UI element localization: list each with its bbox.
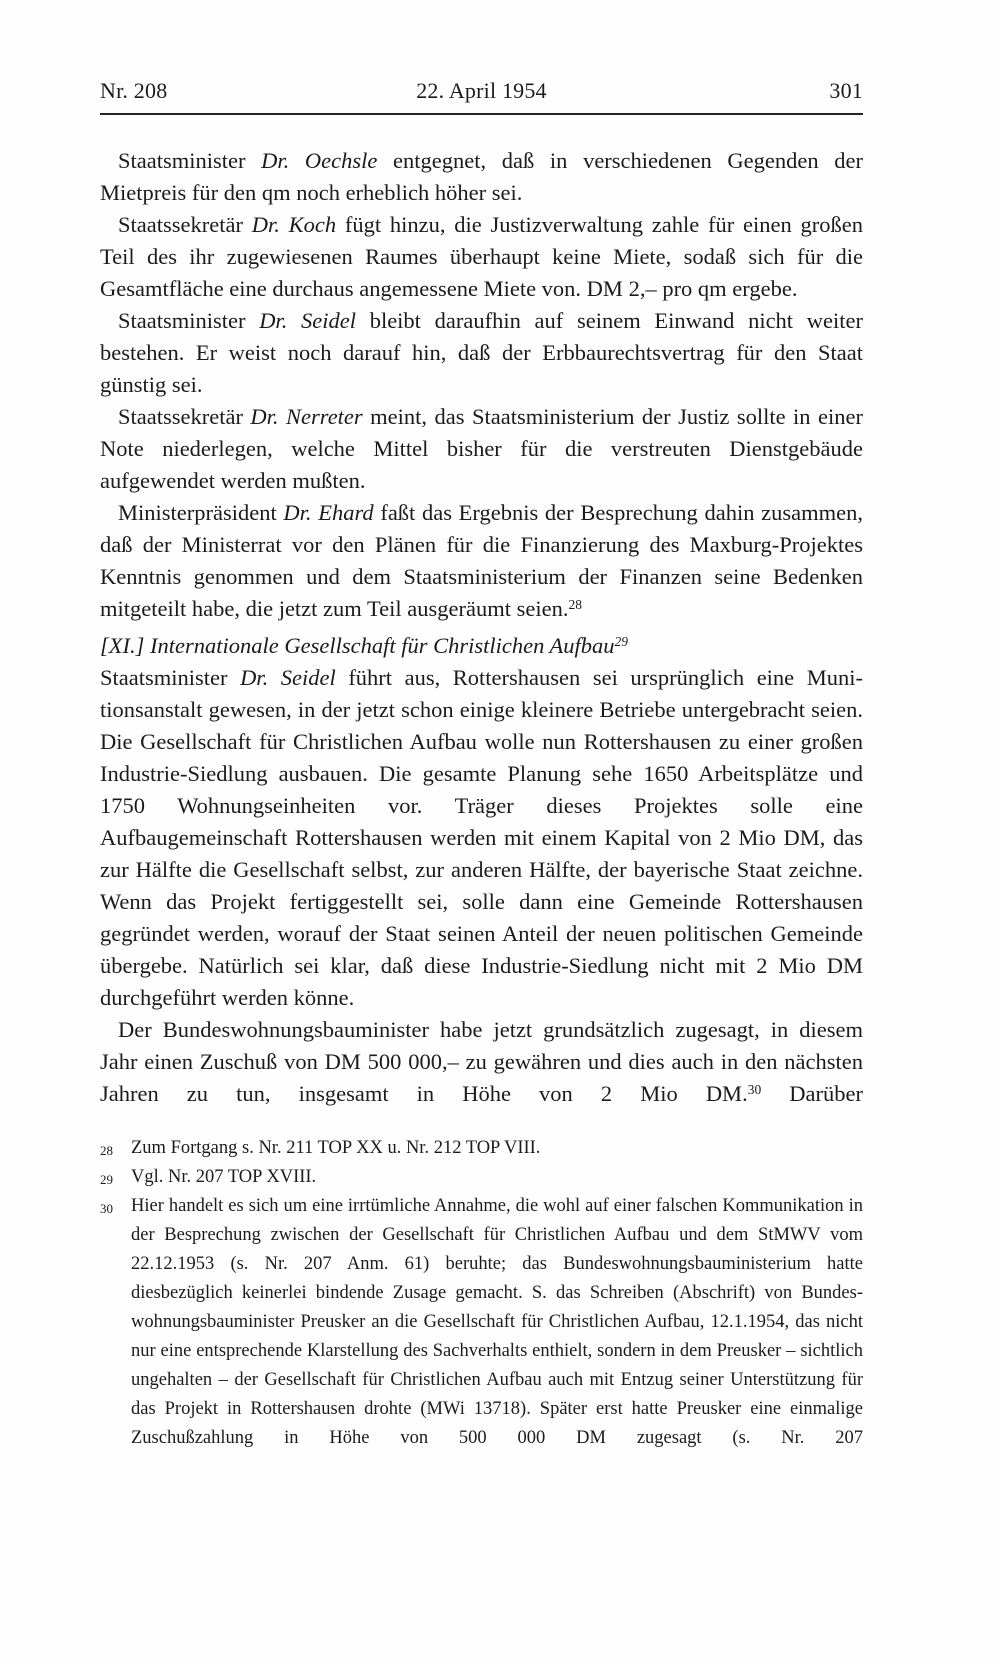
footnote-text: Hier handelt es sich um eine irrtümliche Annahme, die wohl auf einer falschen Kommunikation in der Besprechung zwischen der Gesellschaft für Christlichen Aufbau und dem StMWV vom 22.12.1953 (s. Nr. 207 Anm. 61) beruhte; das Bundeswohnungsbauministerium hatte diesbezüglich keinerlei bindende Zusage gemacht. S. das Schreiben (Abschrift) von Bundeswohnungsbauminister Preusker an die Gesellschaft für Christlichen Aufbau, 12.1.1954, das nicht nur eine entsprechende Klarstellung des Sachverhalts enthielt, sondern in dem Preusker – sichtlich ungehalten – der Gesellschaft für Christlichen Aufbau auch mit Entzug seiner Unterstützung für das Projekt in Rottershausen drohte (MWi 13718). Später erst hatte Preusker eine einmalige Zuschußzahlung in Höhe von 500 000 DM zugesagt (s. Nr. 207	[131, 1196, 863, 1448]
text-run: Der Bundeswohnungsbauminister habe jetzt grundsätzlich zugesagt, in diesem Jahr einen Zuschuß von DM 500 000,– zu gewähren und dies auch in den nächsten Jahren zu tun, insgesamt in Höhe von 2 Mio DM.	[100, 1017, 863, 1106]
text-run: Dr. Seidel	[259, 308, 356, 333]
text-run: fügt hinzu, die Justizverwaltung zahle für einen großen Teil des ihr zugewiesenen Raumes überhaupt keine Miete, sodaß sich für die Gesamtfläche eine durchaus angemessene Miete von. DM 2,– pro qm ergebe.	[100, 212, 863, 301]
doc-number: Nr. 208	[100, 78, 168, 103]
text-run: [XI.] Internationale Gesellschaft für Christlichen Aufbau	[100, 633, 615, 658]
footnotes	[100, 1134, 863, 1453]
footnote-text: Zum Fortgang s. Nr. 211 TOP XX u. Nr. 212 TOP VIII.	[131, 1138, 541, 1158]
footnote	[100, 1134, 863, 1163]
header-date: 22. April 1954	[416, 78, 547, 103]
footnote-ref: 28	[568, 596, 582, 612]
text-run: Ministerpräsident	[118, 500, 284, 525]
paragraph	[100, 662, 863, 1014]
footnote-number: 30	[100, 1201, 113, 1216]
text-run: Staatsminister	[118, 308, 260, 333]
text-run: bleibt daraufhin auf seinem Einwand nicht weiter bestehen. Er weist noch darauf hin, daß der Erbbaurechtsvertrag für den Staat günstig sei.	[100, 308, 863, 397]
footnote	[100, 1163, 863, 1192]
paragraph	[100, 497, 863, 625]
text-run: Darüber	[761, 1081, 863, 1106]
text-run: Dr. Ehard	[283, 500, 374, 525]
text-run: Staatssekretär	[118, 404, 251, 429]
paragraph	[100, 401, 863, 497]
paragraph	[100, 1014, 863, 1110]
text-run: faßt das Ergebnis der Besprechung dahin zusammen, daß der Ministerrat vor den Plänen für die Finanzierung des Maxburg-Projektes Kenntnis genommen und dem Staatsministerium der Finanzen seine Bedenken mitgeteilt habe, die jetzt zum Teil ausgeräumt seien.	[100, 500, 863, 621]
footnote-number: 28	[100, 1143, 113, 1158]
footnote-ref: 29	[614, 633, 629, 649]
footnote-number: 29	[100, 1172, 113, 1187]
text-run: Staatsminister	[118, 148, 262, 173]
page-number: 301	[829, 78, 863, 103]
paragraph	[100, 145, 863, 209]
section-heading	[100, 630, 863, 662]
text-run: meint, das Staatsministerium der Justiz sollte in einer Note niederlegen, welche Mittel bisher für die verstreuten Dienstgebäude aufgewendet werden mußten.	[100, 404, 863, 493]
body-text	[100, 145, 863, 1110]
running-header	[100, 78, 863, 115]
footnote	[100, 1192, 863, 1453]
paragraph	[100, 305, 863, 401]
text-run: Staatsminister	[100, 665, 241, 690]
paragraph	[100, 209, 863, 305]
text-run: Dr. Nerreter	[250, 404, 363, 429]
footnote-text: Vgl. Nr. 207 TOP XVIII.	[131, 1167, 317, 1187]
text-run: entgegnet, daß in verschiedenen Gegenden der Mietpreis für den qm noch erheblich höher sei.	[100, 148, 863, 205]
footnote-ref: 30	[747, 1081, 762, 1097]
text-run: Dr. Seidel	[240, 665, 336, 690]
text-run: Dr. Koch	[251, 212, 337, 237]
text-run: führt aus, Rottershausen sei ursprünglich eine Munitionsanstalt gewesen, in der jetzt schon einige kleinere Betriebe untergebracht seien. Die Gesellschaft für Christlichen Aufbau wolle nun Rottershausen zu einer großen Industrie-Siedlung ausbauen. Die gesamte Planung sehe 1650 Arbeitsplätze und 1750 Wohnungseinheiten vor. Träger dieses Projektes solle eine Aufbaugemeinschaft Rottershausen werden mit einem Kapital von 2 Mio DM, das zur Hälfte die Gesellschaft selbst, zur anderen Hälfte, der bayerische Staat zeichne. Wenn das Projekt fertiggestellt sei, solle dann eine Gemeinde Rottershausen gegründet werden, worauf der Staat seinen Anteil der neuen politischen Gemeinde übergebe. Natürlich sei klar, daß diese Industrie-Siedlung nicht mit 2 Mio DM durchgeführt werden könne.	[100, 665, 863, 1010]
text-run: Dr. Oechsle	[261, 148, 378, 173]
text-run: Staatssekretär	[118, 212, 252, 237]
